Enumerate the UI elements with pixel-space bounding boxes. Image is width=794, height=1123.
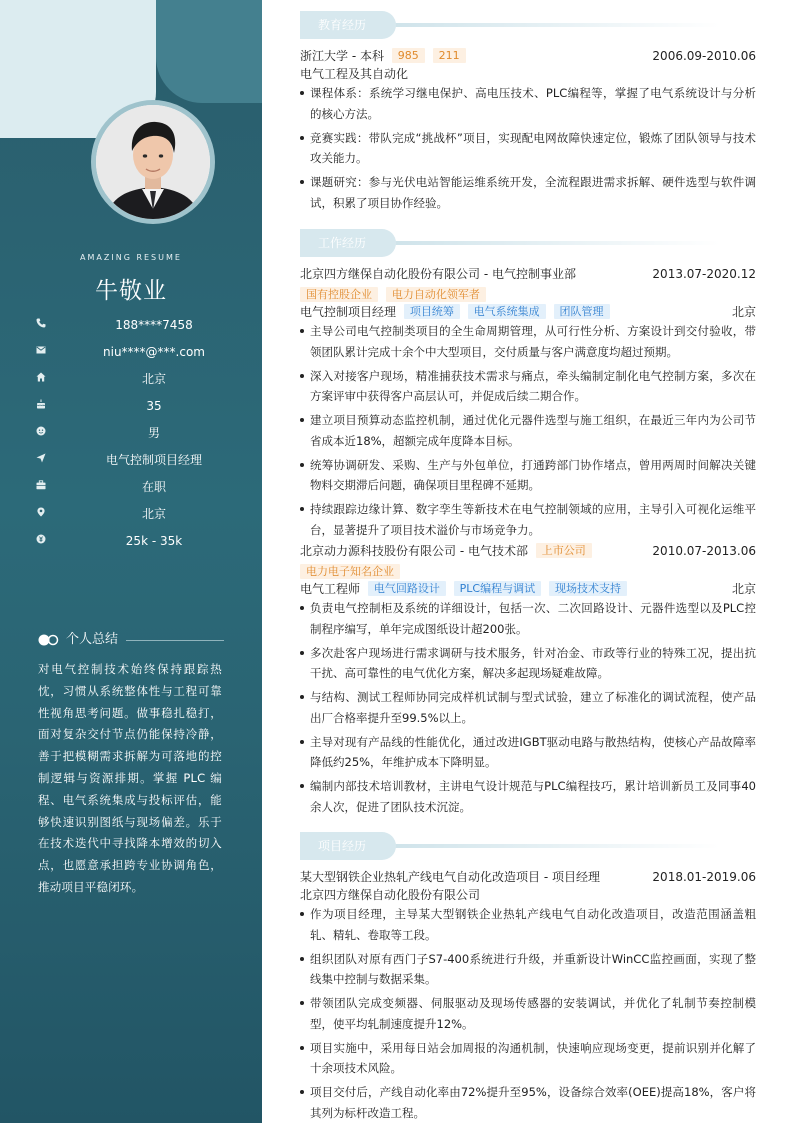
job-city: 北京 [731, 582, 756, 596]
job-bullets [300, 321, 756, 544]
summary-text: 对电气控制技术始终保持跟踪热忱，习惯从系统整体性与工程可靠性视角思考问题。做事稳扎稳打，面对复杂交付节点仍能保持冷静，善于把模糊需求拆解为可落地的控制逻辑与资源排期。掌握 PLC 编程、电气系统集成与投标评估，能够快速识别图纸与现场偏差。乐于在技术迭代中寻找降本增效的切入点，也愿意承担跨专业协调角色，推动项目平稳闭环。 [38, 662, 222, 894]
role-title: 电气控制项目经理 [300, 305, 397, 319]
skill-tag: 项目统筹 [404, 304, 460, 319]
list-item: 与结构、测试工程师协同完成样机试制与型式试验，建立了标准化的调试流程，使产品出厂合格率提升至99.5%以上。 [300, 687, 756, 728]
project-name: 某大型钢铁企业热轧产线电气自动化改造项目 - 项目经理 [300, 870, 600, 884]
company-tag: 电力电子知名企业 [300, 564, 400, 579]
job-header [300, 542, 756, 560]
company-tag: 上市公司 [536, 543, 592, 558]
role-row [300, 303, 756, 321]
job-city: 北京 [731, 305, 756, 319]
section-work-header [300, 229, 720, 257]
job-bullets [300, 598, 756, 821]
list-item: 多次赴客户现场进行需求调研与技术服务，针对冶金、市政等行业的特殊工况，提出抗干扰、高可靠性的电气优化方案，解决多起现场疑难故障。 [300, 643, 756, 684]
list-item: 竞赛实践：带队完成“挑战杯”项目，实现配电网故障快速定位，锻炼了团队领导与技术攻关能力。 [300, 128, 756, 169]
send-icon [36, 453, 50, 467]
section-title: 工作经历 [300, 229, 396, 257]
salary-value: 25k - 35k [125, 534, 183, 548]
job-period: 2013.07-2020.12 [652, 267, 756, 281]
info-phone [36, 316, 246, 336]
school-tag: 985 [392, 48, 425, 63]
email-value: niu****@***.com [103, 345, 205, 359]
section-projects-header [300, 832, 720, 860]
phone-icon [36, 318, 50, 332]
section-education-header [300, 11, 720, 39]
summary-icon [38, 633, 60, 647]
section-tail [392, 844, 720, 848]
summary-divider [126, 640, 224, 641]
education-period: 2006.09-2010.06 [652, 49, 756, 63]
sidebar [0, 0, 262, 1123]
section-title: 教育经历 [300, 11, 396, 39]
project-period: 2018.01-2019.06 [652, 870, 756, 884]
age-value: 35 [146, 399, 162, 413]
job-header [300, 265, 756, 283]
summary-heading [38, 630, 224, 650]
info-age [36, 397, 246, 417]
info-salary [36, 532, 246, 552]
list-item: 项目实施中，采用每日站会加周报的沟通机制，快速响应现场变更，提前识别并化解了十余项技术风险。 [300, 1038, 756, 1079]
avatar [96, 105, 210, 219]
gender-icon [36, 426, 50, 440]
skill-tag: PLC编程与调试 [454, 581, 541, 596]
skill-tag: 电气回路设计 [368, 581, 446, 596]
company-tags [300, 286, 756, 304]
corner-decoration [156, 0, 262, 103]
school-tag: 211 [433, 48, 466, 63]
job-period: 2010.07-2013.06 [652, 544, 756, 558]
info-email [36, 343, 246, 363]
skill-tag: 电气系统集成 [468, 304, 546, 319]
major: 电气工程及其自动化 [300, 67, 409, 81]
city-value: 北京 [141, 372, 166, 386]
company-name: 北京动力源科技股份有限公司 - 电气技术部 [300, 544, 528, 558]
project-org: 北京四方继保自动化股份有限公司 [300, 888, 481, 902]
list-item: 深入对接客户现场，精准捕获技术需求与痛点，牵头编制定制化电气控制方案，多次在方案评审中获得客户高层认可，并促成后续二期合作。 [300, 366, 756, 407]
list-item: 主导公司电气控制类项目的全生命周期管理，从可行性分析、方案设计到交付验收，带领团队累计完成十余个中大型项目，交付质量与客户满意度均超过预期。 [300, 321, 756, 362]
project-bullets [300, 904, 756, 1123]
list-item: 课题研究：参与光伏电站智能运维系统开发，全流程跟进需求拆解、硬件选型与软件调试，积累了项目协作经验。 [300, 172, 756, 213]
project-header [300, 868, 756, 886]
education-bullets [300, 83, 756, 217]
role-row [300, 580, 756, 598]
list-item: 编制内部技术培训教材，主讲电气设计规范与PLC编程技巧，累计培训新员工及同事40余人次，促进了团队技术沉淀。 [300, 776, 756, 817]
list-item: 建立项目预算动态监控机制，通过优化元器件选型与施工组织，在最近三年内为公司节省成本近18%，超额完成年度降本目标。 [300, 410, 756, 451]
list-item: 主导对现有产品线的性能优化，通过改进IGBT驱动电路与散热结构，使核心产品故障率降低约25%，年维护成本下降明显。 [300, 732, 756, 773]
company-tag: 电力自动化领军者 [386, 287, 486, 302]
list-item: 持续跟踪边缘计算、数字孪生等新技术在电气控制领域的应用，主导引入可视化运维平台，显著提升了项目技术溢价与市场竞争力。 [300, 499, 756, 540]
list-item: 统筹协调研发、采购、生产与外包单位，打通跨部门协作堵点，曾用两周时间解决关键物料交期滞后问题，确保项目里程碑不延期。 [300, 455, 756, 496]
role-title: 电气工程师 [300, 582, 361, 596]
company-tags [300, 563, 756, 581]
section-title: 项目经历 [300, 832, 396, 860]
gender-value: 男 [147, 426, 160, 440]
skill-tag: 团队管理 [554, 304, 610, 319]
info-gender [36, 424, 246, 444]
summary-title: 个人总结 [66, 632, 119, 647]
phone-value: 188****7458 [115, 318, 193, 332]
info-location [36, 505, 246, 525]
target-role-value: 电气控制项目经理 [105, 453, 202, 467]
list-item: 组织团队对原有西门子S7-400系统进行升级，并重新设计WinCC监控画面，实现了整线集中控制与数据采集。 [300, 949, 756, 990]
info-city [36, 370, 246, 390]
list-item: 课程体系：系统学习继电保护、高电压技术、PLC编程等，掌握了电气系统设计与分析的核心方法。 [300, 83, 756, 124]
list-item: 带领团队完成变频器、伺服驱动及现场传感器的安装调试，并优化了轧制节奏控制模型，使平均轧制速度提升12%。 [300, 993, 756, 1034]
project-org-row [300, 886, 756, 904]
education-major-row [300, 65, 756, 83]
location-value: 北京 [141, 507, 166, 521]
list-item: 作为项目经理，主导某大型钢铁企业热轧产线电气自动化改造项目，改造范围涵盖粗轧、精轧、卷取等工段。 [300, 904, 756, 945]
education-row [300, 47, 756, 65]
list-item: 项目交付后，产线自动化率由72%提升至95%，设备综合效率(OEE)提高18%，客户将其列为标杆改造工程。 [300, 1082, 756, 1123]
email-icon [36, 345, 50, 359]
candidate-name: 牛敬业 [95, 278, 167, 304]
list-item: 负责电气控制柜及系统的详细设计，包括一次、二次回路设计、元器件选型以及PLC控制程序编写，单年完成图纸设计超200张。 [300, 598, 756, 639]
section-tail [392, 241, 720, 245]
home-icon [36, 372, 50, 386]
skill-tag: 现场技术支持 [549, 581, 627, 596]
cake-icon [36, 399, 50, 413]
school-name: 浙江大学 - 本科 [300, 49, 384, 63]
location-icon [36, 507, 50, 521]
info-target-role [36, 451, 246, 471]
salary-icon [36, 534, 50, 548]
company-name: 北京四方继保自动化股份有限公司 - 电气控制事业部 [300, 267, 576, 281]
section-tail [392, 23, 720, 27]
resume-tagline: AMAZING RESUME [80, 253, 182, 262]
info-status [36, 478, 246, 498]
company-tag: 国有控股企业 [300, 287, 378, 302]
status-value: 在职 [141, 480, 166, 494]
briefcase-icon [36, 480, 50, 494]
